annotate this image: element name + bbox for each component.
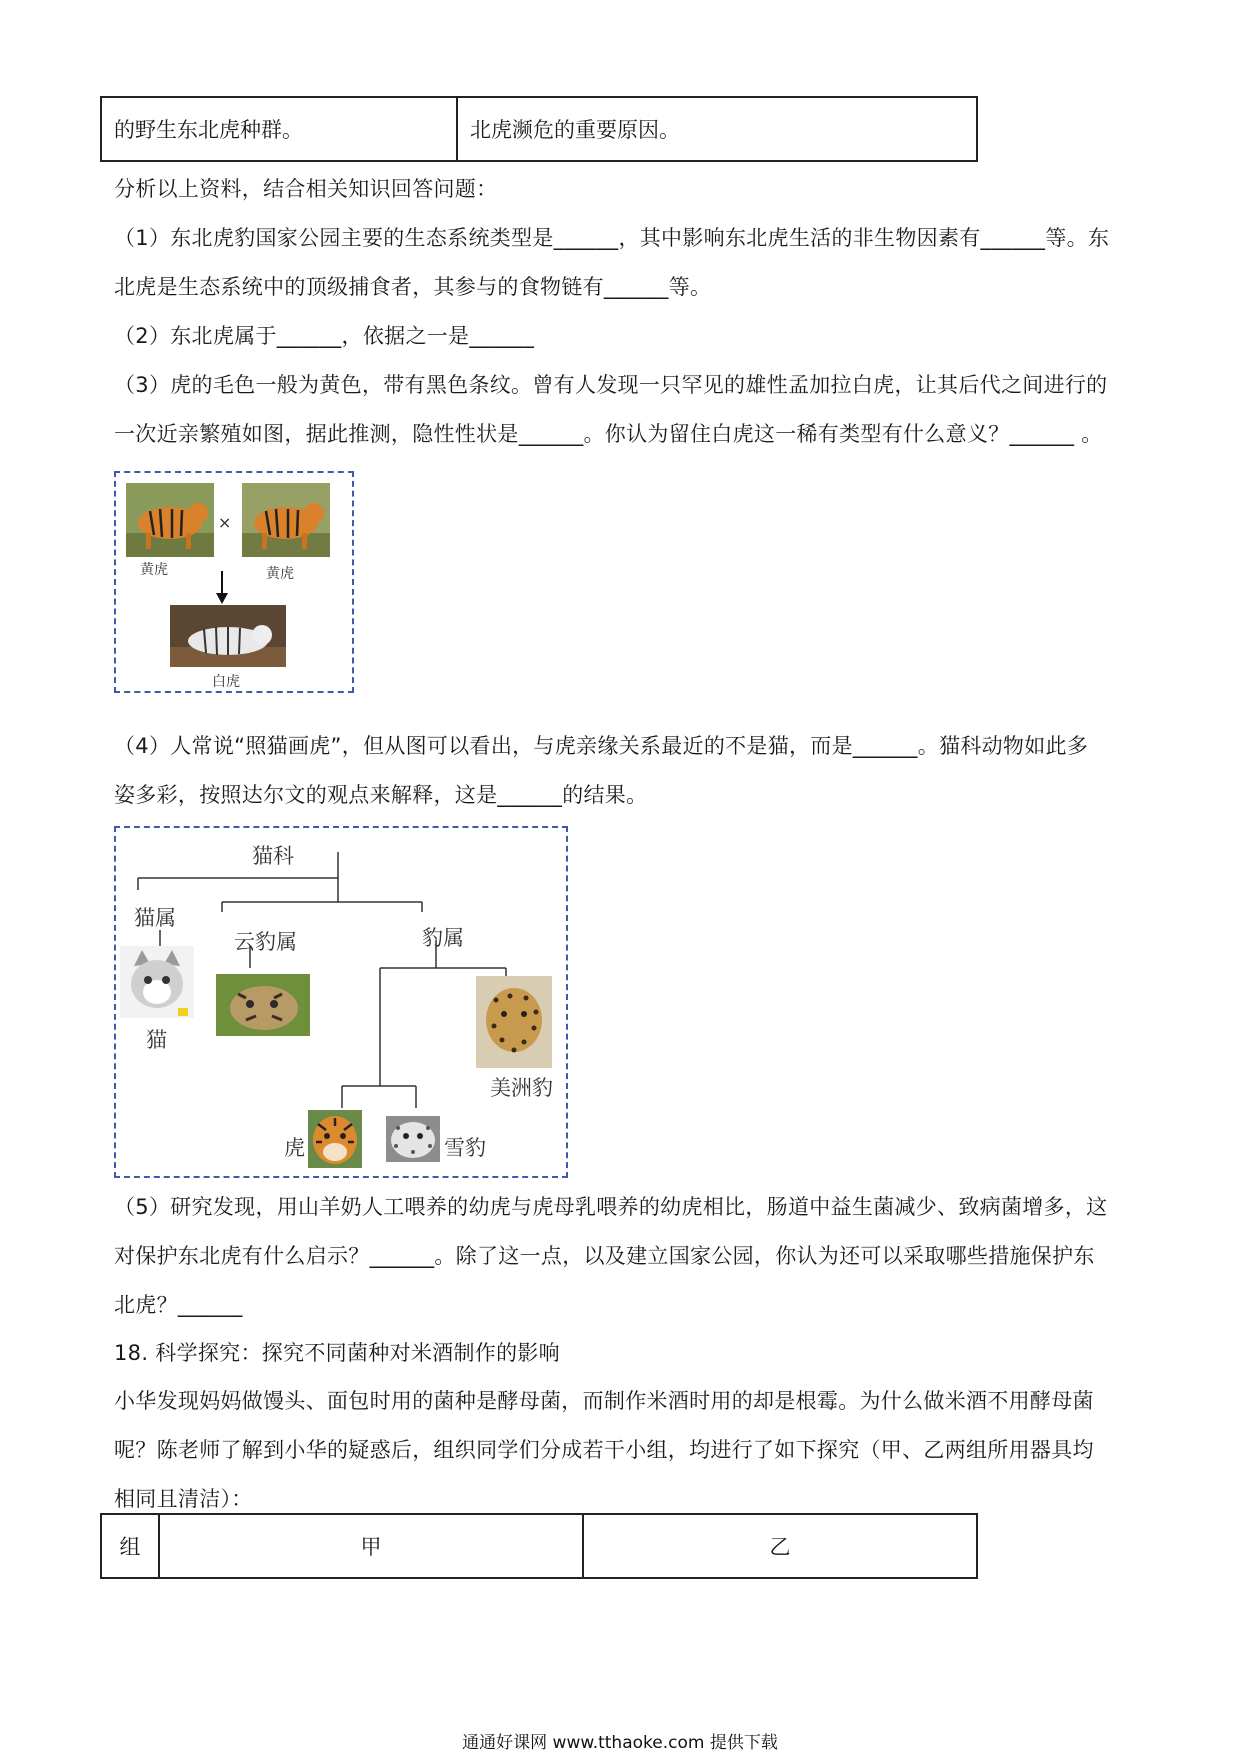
white-tiger-photo [170,605,286,667]
offspring-label: 白虎 [212,674,240,690]
q3-line2: 一次近亲繁殖如图，据此推测，隐性性状是______。你认为留住白虎这一稀有类型有什么意义？______ 。 [114,422,1103,446]
table-header-yi: 乙 [583,1514,977,1578]
q18-line1: 小华发现妈妈做馒头、面包时用的菌种是酵母菌，而制作米酒时用的却是根霉。为什么做米酒不用酵母菌 [114,1389,1094,1413]
q18-line2: 呢？陈老师了解到小华的疑惑后，组织同学们分成若干小组，均进行了如下探究（甲、乙两组所用器具均 [114,1438,1094,1462]
top-table-right-cell: 北虎濒危的重要原因。 [457,97,977,161]
q4-line1: （4）人常说“照猫画虎”，但从图可以看出，与虎亲缘关系最近的不是猫，而是______。猫科动物如此多 [114,734,1089,758]
q1-line2: 北虎是生态系统中的顶级捕食者，其参与的食物链有______等。 [114,275,712,299]
jaguar-photo [476,976,552,1068]
q3-line1: （3）虎的毛色一般为黄色，带有黑色条纹。曾有人发现一只罕见的雄性孟加拉白虎，让其后代之间进行的 [114,373,1108,397]
cat-label: 猫 [146,1028,167,1052]
parent1-label: 黄虎 [140,562,168,578]
clouded-leopard-photo [216,974,310,1036]
page-footer: 通通好课网 www.tthaoke.com 提供下载 [462,1733,778,1753]
genus-cat-label: 猫属 [134,906,176,930]
top-table [100,96,978,162]
table-header-jia: 甲 [159,1514,583,1578]
phylogeny-figure [114,826,568,1178]
q5-line3: 北虎？______ [114,1293,243,1317]
genus-panthera-label: 豹属 [422,926,464,950]
q18-title: 18. 科学探究：探究不同菌种对米酒制作的影响 [114,1341,560,1365]
parent2-label: 黄虎 [266,566,294,582]
table-header-group: 组 [101,1514,159,1578]
snow-leopard-label: 雪豹 [444,1136,486,1160]
jaguar-label: 美洲豹 [490,1076,553,1100]
cross-figure [114,471,354,693]
yellow-tiger-photo-2 [242,483,330,557]
genus-clouded-leopard-label: 云豹属 [234,930,297,954]
yellow-tiger-photo-1 [126,483,214,557]
q18-line3: 相同且清洁）： [114,1487,253,1511]
tiger-photo [308,1110,362,1168]
q4-line2: 姿多彩，按照达尔文的观点来解释，这是______的结果。 [114,783,648,807]
q1-line1: （1）东北虎豹国家公园主要的生态系统类型是______，其中影响东北虎生活的非生物因素有______等。东 [114,226,1110,250]
tiger-label: 虎 [284,1136,305,1160]
q5-line2: 对保护东北虎有什么启示？______。除了这一点，以及建立国家公园，你认为还可以采取哪些措施保护东 [114,1244,1095,1268]
q2-line1: （2）东北虎属于______，依据之一是______ [114,324,535,348]
top-table-left-cell: 的野生东北虎种群。 [101,97,457,161]
experiment-table [100,1513,978,1579]
inheritance-arrow [214,571,230,605]
cat-photo [120,946,194,1018]
cross-symbol: × [218,513,232,532]
snow-leopard-photo [386,1116,440,1162]
q5-line1: （5）研究发现，用山羊奶人工喂养的幼虎与虎母乳喂养的幼虎相比，肠道中益生菌减少、致病菌增多，这 [114,1195,1108,1219]
family-label: 猫科 [252,844,294,868]
intro-text: 分析以上资料，结合相关知识回答问题： [114,177,498,201]
